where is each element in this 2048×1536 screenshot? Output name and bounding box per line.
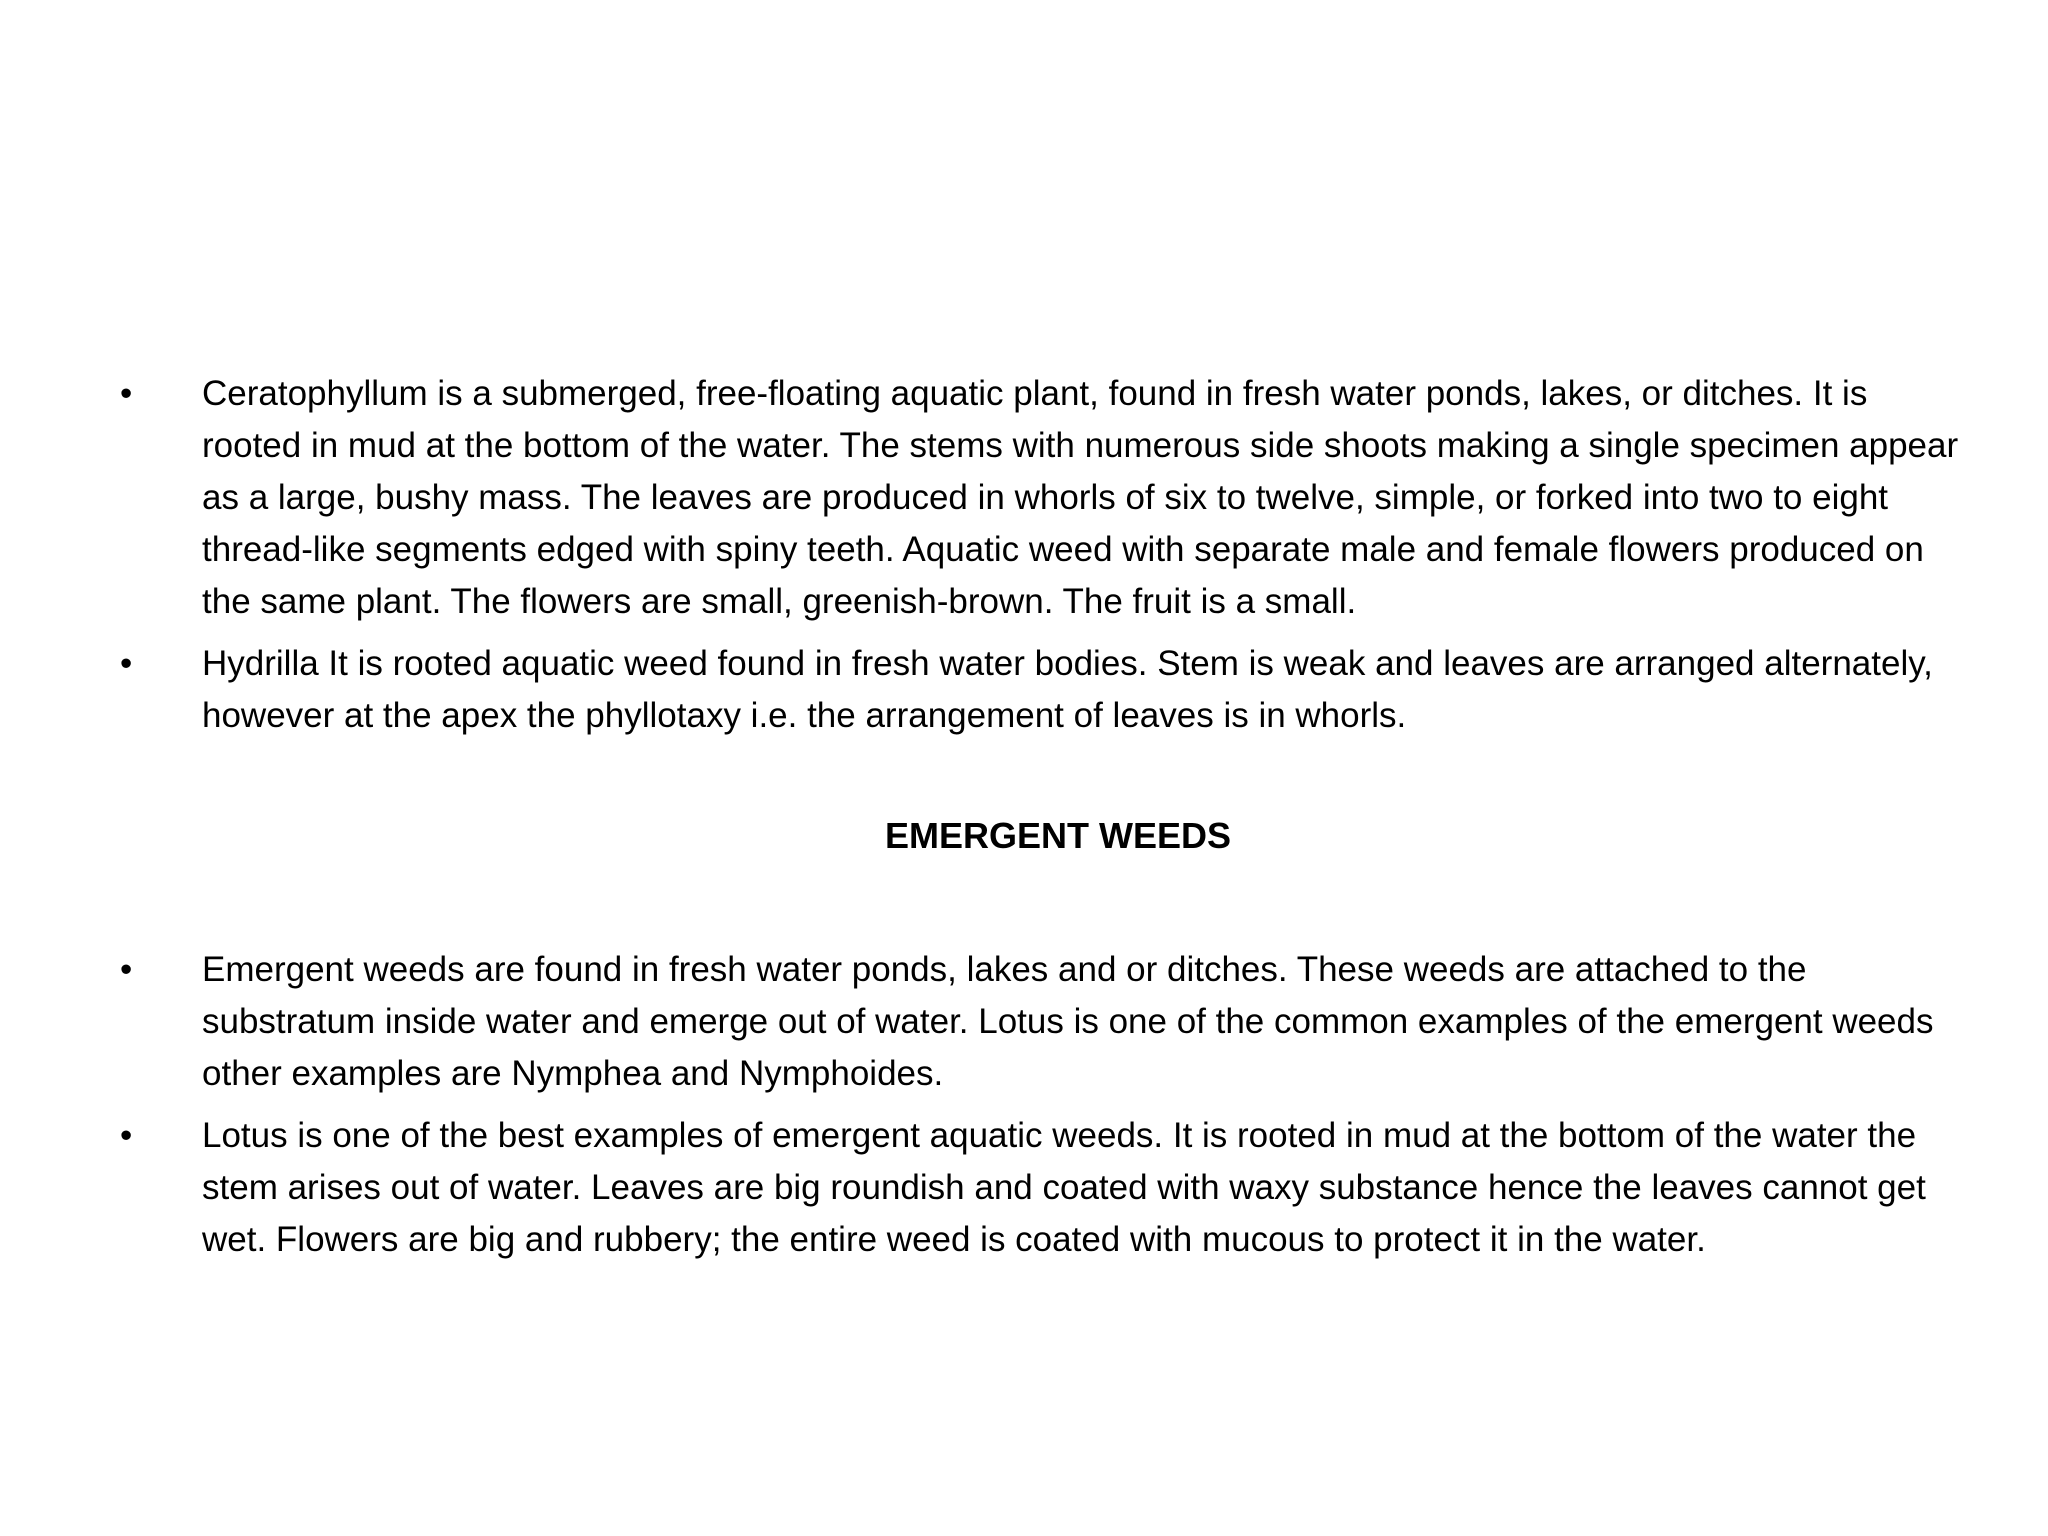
bullet-icon: • [120, 1116, 133, 1155]
bullet-text: Ceratophyllum is a submerged, free-floating aquatic plant, found in fresh water ponds, lakes, or ditches. It is rooted in mud at the bottom of the water. The stems with numerous side shoots making a single specimen appear as a large, bushy mass. The leaves are produced in whorls of six to twelve, simple, or forked into two to eight thread-like segments edged with spiny teeth. Aquatic weed with separate male and female flowers produced on the same plant. The flowers are small, greenish-brown. The fruit is a small. [202, 374, 1959, 621]
bullet-item-hydrilla [120, 638, 1960, 742]
bullet-icon: • [120, 644, 133, 683]
bullet-text: Lotus is one of the best examples of emergent aquatic weeds. It is rooted in mud at the bottom of the water the stem arises out of water. Leaves are big roundish and coated with waxy substance hence the leaves cannot get wet. Flowers are big and rubbery; the entire weed is coated with mucous to protect it in the water. [202, 1116, 1926, 1259]
bullet-icon: • [120, 374, 133, 413]
bullet-list-emergent-weeds [120, 944, 1960, 1266]
bullet-item-lotus [120, 1110, 1960, 1266]
section-heading: EMERGENT WEEDS [884, 815, 1232, 856]
bullet-text: Emergent weeds are found in fresh water ponds, lakes and or ditches. These weeds are attached to the substratum inside water and emerge out of water. Lotus is one of the common examples of the emergent weeds other examples are Nymphea and Nymphoides. [202, 950, 1934, 1093]
bullet-list-submerged-weeds [120, 368, 1960, 742]
bullet-item-ceratophyllum [120, 368, 1960, 628]
slide-content [120, 368, 1960, 1276]
bullet-item-emergent-weeds [120, 944, 1960, 1100]
bullet-text: Hydrilla It is rooted aquatic weed found in fresh water bodies. Stem is weak and leaves are arranged alternately, however at the apex the phyllotaxy i.e. the arrangement of leaves is in whorls. [202, 644, 1933, 735]
bullet-icon: • [120, 950, 133, 989]
